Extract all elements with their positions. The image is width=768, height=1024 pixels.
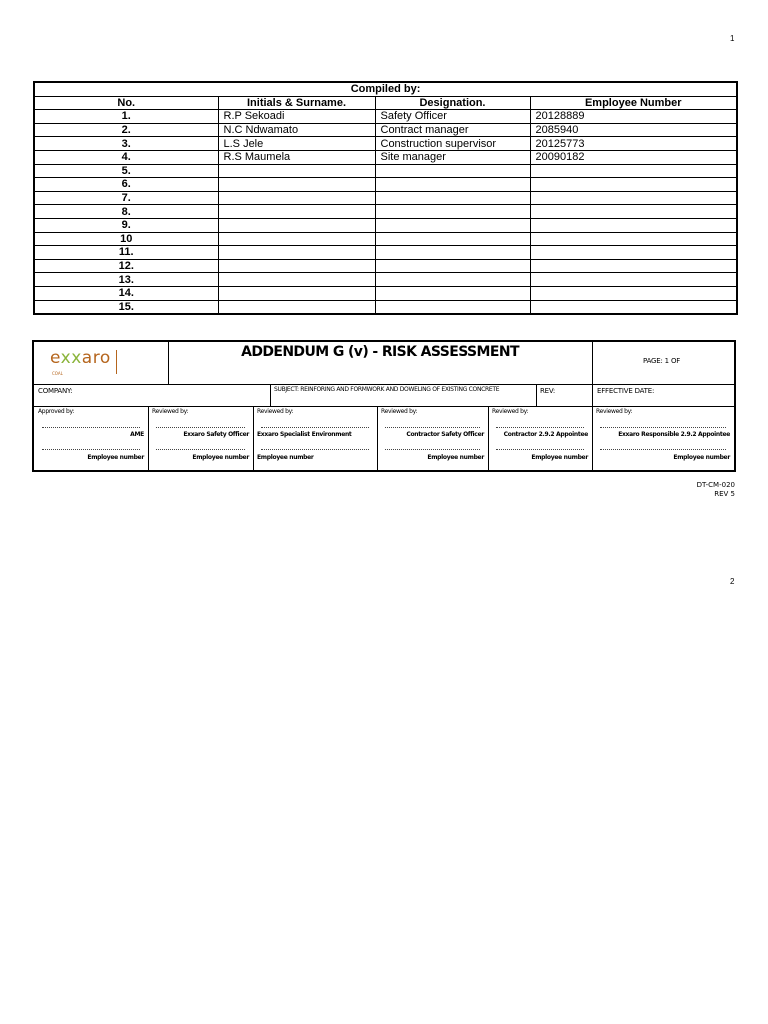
row-designation: Safety Officer (375, 110, 530, 124)
table-row (34, 137, 737, 151)
row-designation (375, 232, 530, 246)
company-label: COMPANY: (38, 387, 73, 395)
row-name (218, 218, 375, 232)
row-name (218, 286, 375, 300)
row-designation (375, 286, 530, 300)
signatory-name: Exxaro Specialist Environment (257, 431, 352, 438)
row-name (218, 205, 375, 219)
signatory-name: Exxaro Responsible 2.9.2 Appointee (618, 431, 730, 438)
row-designation (375, 164, 530, 178)
signatory-role: Reviewed by: (257, 408, 294, 415)
employee-number-label: Employee number (673, 454, 730, 461)
row-number: 11. (34, 246, 218, 260)
header-no: No. (34, 96, 218, 110)
row-name (218, 178, 375, 192)
signature-line (600, 427, 726, 428)
logo-subtitle: COAL (52, 371, 63, 376)
row-name (218, 246, 375, 260)
row-employee-number (530, 164, 737, 178)
row-name (218, 232, 375, 246)
header-designation: Designation. (375, 96, 530, 110)
table-row (34, 150, 737, 164)
employee-number-label: Employee number (531, 454, 588, 461)
row-designation (375, 205, 530, 219)
table-row (34, 232, 737, 246)
row-name: L.S Jele (218, 137, 375, 151)
row-number: 7. (34, 191, 218, 205)
exxaro-logo: exxaro (50, 348, 111, 368)
row-employee-number: 20128889 (530, 110, 737, 124)
row-number: 2. (34, 123, 218, 137)
risk-assessment-form (32, 340, 736, 472)
signatory-name: AME (130, 431, 144, 438)
table-row (34, 259, 737, 273)
table-row (34, 300, 737, 314)
signatory-name: Exxaro Safety Officer (183, 431, 249, 438)
row-designation (375, 178, 530, 192)
signatory-role: Approved by: (38, 408, 75, 415)
signatory-name: Contractor Safety Officer (406, 431, 484, 438)
row-employee-number (530, 178, 737, 192)
document-code-number: DT-CM-020 (696, 481, 735, 489)
row-name: R.P Sekoadi (218, 110, 375, 124)
row-employee-number: 20125773 (530, 137, 737, 151)
employee-number-line (156, 449, 245, 450)
signatory-role: Reviewed by: (596, 408, 633, 415)
row-employee-number (530, 191, 737, 205)
row-employee-number (530, 259, 737, 273)
signature-line (42, 427, 140, 428)
table-row (34, 191, 737, 205)
effective-date-label: EFFECTIVE DATE: (597, 387, 655, 395)
employee-number-line (261, 449, 369, 450)
row-number: 4. (34, 150, 218, 164)
row-designation (375, 273, 530, 287)
page-label: PAGE: 1 OF (643, 357, 681, 365)
row-employee-number (530, 246, 737, 260)
signatory-role: Reviewed by: (152, 408, 189, 415)
employee-number-label: Employee number (87, 454, 144, 461)
logo-divider (116, 350, 117, 374)
signatory-name: Contractor 2.9.2 Appointee (503, 431, 588, 438)
row-number: 8. (34, 205, 218, 219)
row-designation (375, 300, 530, 314)
employee-number-line (600, 449, 726, 450)
row-name: N.C Ndwamato (218, 123, 375, 137)
row-number: 1. (34, 110, 218, 124)
table-row (34, 178, 737, 192)
signature-line (261, 427, 369, 428)
employee-number-label: Employee number (257, 454, 314, 461)
row-employee-number (530, 273, 737, 287)
row-designation (375, 246, 530, 260)
compiled-by-table (33, 81, 738, 315)
header-name: Initials & Surname. (218, 96, 375, 110)
row-designation: Construction supervisor (375, 137, 530, 151)
row-number: 6. (34, 178, 218, 192)
employee-number-label: Employee number (192, 454, 249, 461)
employee-number-line (385, 449, 480, 450)
row-employee-number (530, 286, 737, 300)
row-number: 5. (34, 164, 218, 178)
row-name (218, 273, 375, 287)
signature-line (156, 427, 245, 428)
table-row (34, 110, 737, 124)
form-title: ADDENDUM G (v) - RISK ASSESSMENT (241, 344, 519, 360)
table-row (34, 218, 737, 232)
row-number: 10 (34, 232, 218, 246)
row-name: R.S Maumela (218, 150, 375, 164)
row-name (218, 191, 375, 205)
document-revision: REV 5 (714, 490, 735, 498)
table-row (34, 246, 737, 260)
rev-label: REV: (540, 387, 556, 395)
table-row (34, 286, 737, 300)
signatory-role: Reviewed by: (381, 408, 418, 415)
row-number: 15. (34, 300, 218, 314)
employee-number-label: Employee number (427, 454, 484, 461)
page-number: 2 (730, 577, 735, 586)
row-designation (375, 259, 530, 273)
signatory-role: Reviewed by: (492, 408, 529, 415)
table-row (34, 205, 737, 219)
table-row (34, 164, 737, 178)
row-name (218, 259, 375, 273)
logo (34, 342, 168, 384)
row-name (218, 300, 375, 314)
signature-line (496, 427, 584, 428)
row-number: 14. (34, 286, 218, 300)
row-number: 9. (34, 218, 218, 232)
table-row (34, 123, 737, 137)
row-employee-number (530, 300, 737, 314)
document-code (697, 481, 735, 499)
table-row (34, 273, 737, 287)
subject-label: SUBJECT: REINFORING AND FORMWORK AND DOWELING OF EXISTING CONCRETE (274, 386, 500, 393)
page-number: 1 (730, 34, 735, 43)
row-employee-number: 20090182 (530, 150, 737, 164)
row-employee-number (530, 232, 737, 246)
row-designation: Contract manager (375, 123, 530, 137)
row-designation (375, 191, 530, 205)
header-employee-number: Employee Number (530, 96, 737, 110)
employee-number-line (42, 449, 140, 450)
row-employee-number (530, 205, 737, 219)
signature-line (385, 427, 480, 428)
employee-number-line (496, 449, 584, 450)
row-employee-number: 2085940 (530, 123, 737, 137)
row-number: 12. (34, 259, 218, 273)
row-designation: Site manager (375, 150, 530, 164)
row-number: 13. (34, 273, 218, 287)
row-number: 3. (34, 137, 218, 151)
row-name (218, 164, 375, 178)
row-employee-number (530, 218, 737, 232)
row-designation (375, 218, 530, 232)
compiled-by-title: Compiled by: (34, 82, 737, 96)
